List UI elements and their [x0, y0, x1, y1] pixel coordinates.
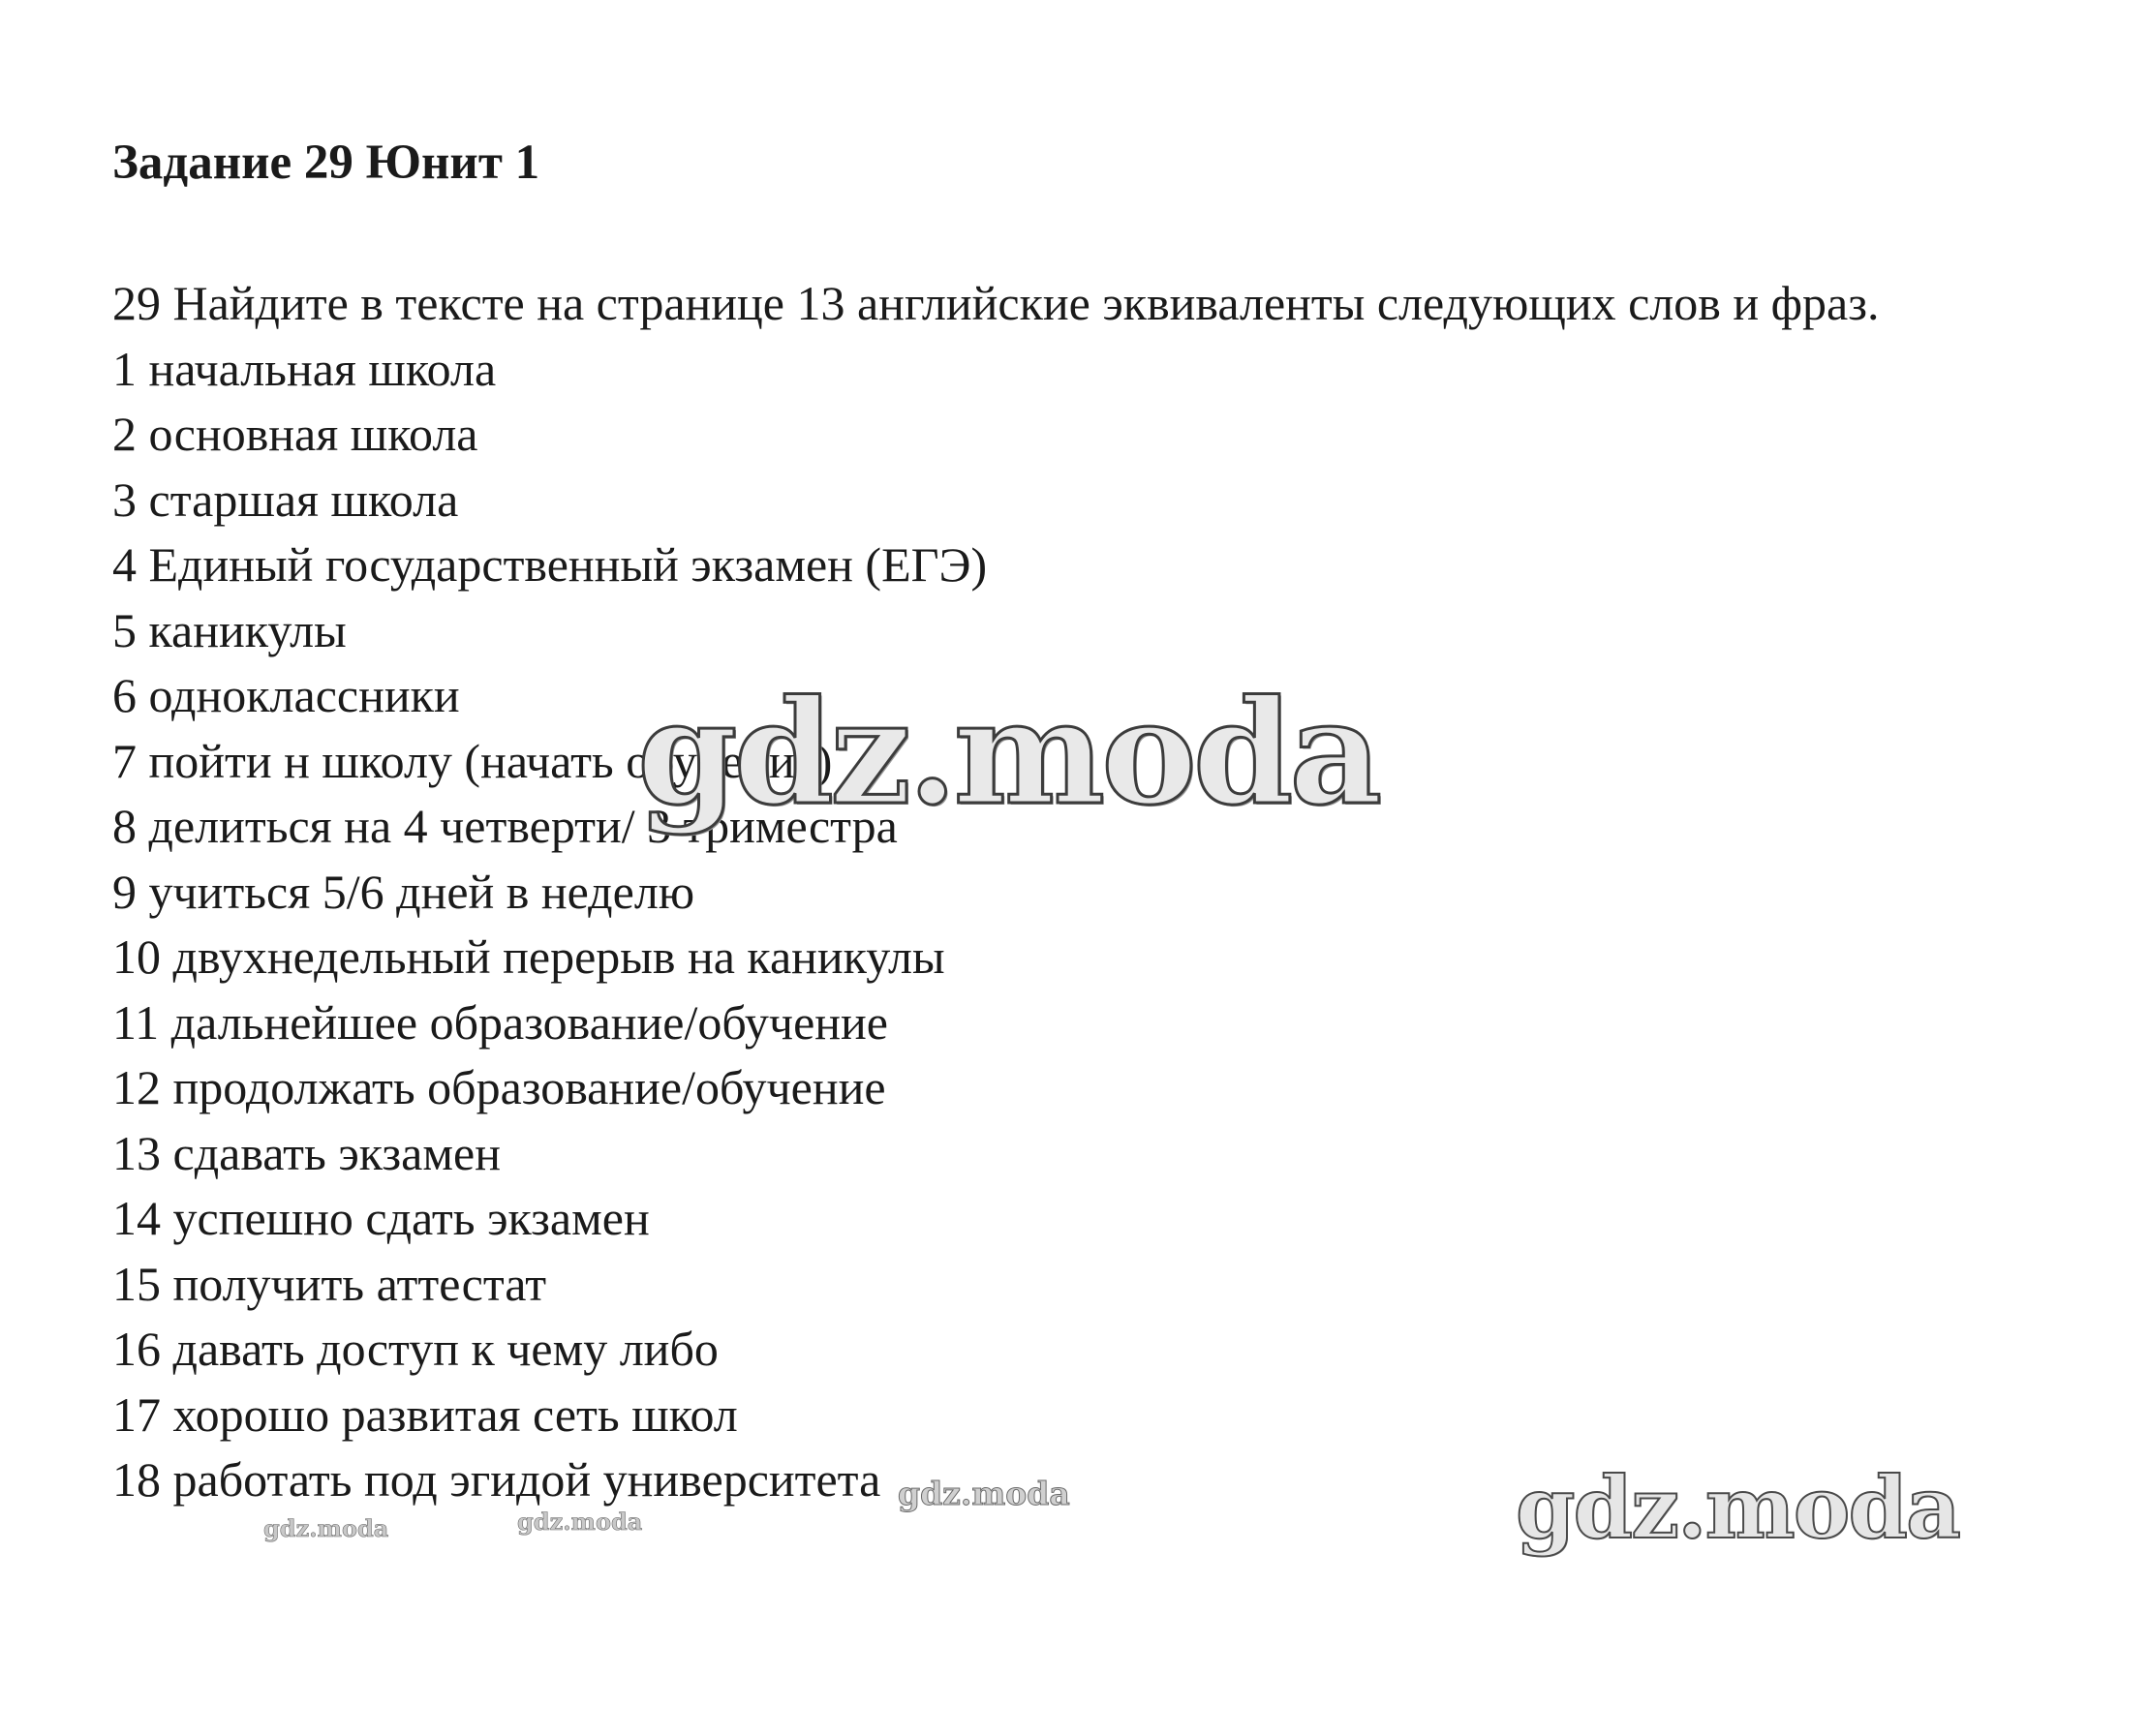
list-item: 4 Единый государственный экзамен (ЕГЭ): [112, 537, 988, 592]
list-item: 15 получить аттестат: [112, 1256, 547, 1311]
list-item: 3 старшая школа: [112, 472, 459, 527]
list-item: 1 начальная школа: [112, 341, 497, 396]
list-item: 9 учиться 5/6 дней в неделю: [112, 864, 695, 919]
list-item: 10 двухнедельный перерыв на каникулы: [112, 929, 945, 984]
task-block: [112, 271, 2049, 1513]
watermark-medium: gdz.moda: [1516, 1457, 1960, 1558]
list-item: 7 пойти н школу (начать обучение): [112, 733, 833, 788]
watermark-large: gdz.moda: [637, 668, 1379, 837]
list-item: 16 давать доступ к чему либо: [112, 1322, 719, 1376]
page-title: Задание 29 Юнит 1: [112, 136, 540, 190]
watermark-small: gdz.moda: [898, 1475, 1070, 1512]
list-item: 6 одноклассники: [112, 668, 460, 722]
list-item: 13 сдавать экзамен: [112, 1125, 501, 1180]
watermark-tiny: gdz.moda: [517, 1508, 643, 1536]
watermark-tiny: gdz.moda: [263, 1514, 389, 1542]
list-item: 8 делиться на 4 четверти/ 3 триместра: [112, 799, 898, 853]
phrase-list: [112, 337, 2049, 1513]
list-item: 2 основная школа: [112, 407, 478, 461]
list-item: 11 дальнейшее образование/обучение: [112, 994, 888, 1050]
list-item: 18 работать под эгидой университета: [112, 1452, 881, 1507]
list-item: 14 успешно сдать экзамен: [112, 1191, 650, 1245]
list-item: 17 хорошо развитая сеть школ: [112, 1386, 738, 1442]
task-intro: 29 Найдите в тексте на странице 13 английские эквиваленты следующих слов и фраз.: [112, 276, 1880, 330]
list-item: 12 продолжать образование/обучение: [112, 1060, 886, 1114]
list-item: 5 каникулы: [112, 602, 347, 657]
